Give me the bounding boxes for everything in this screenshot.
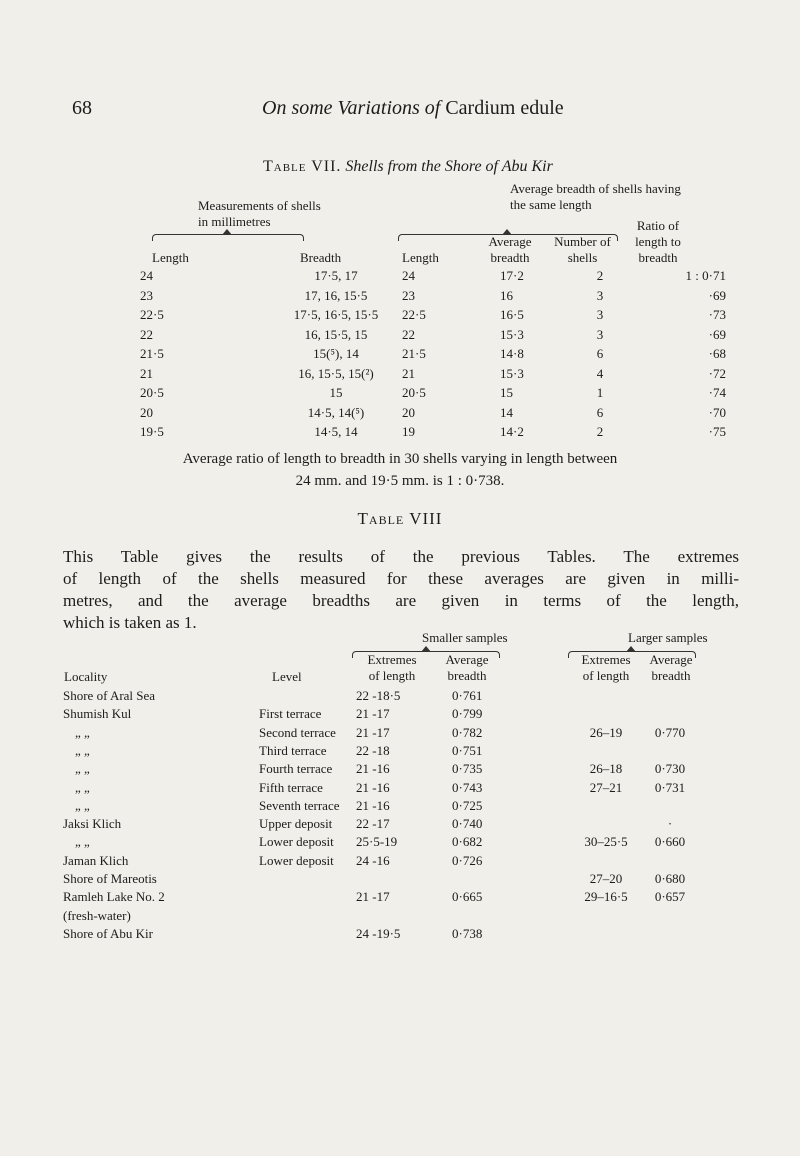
table8-cell-locality: (fresh-water) xyxy=(63,907,131,923)
table7-col-ratio-line3: breadth xyxy=(638,250,678,265)
table8-cell-ext2: 27–21 xyxy=(589,779,623,795)
table8-cell-locality: „ „ xyxy=(75,834,90,850)
table8-cell-locality: Jaksi Klich xyxy=(63,816,122,832)
table7-cell-length2: 23 xyxy=(402,287,415,303)
table7-col-breadth: Breadth xyxy=(300,250,342,265)
table7-cell-num: 2 xyxy=(596,268,604,283)
table7-cell-num: 3 xyxy=(596,326,604,342)
table7-col-length2: Length xyxy=(402,250,439,265)
table8-cell-locality: Shore of Abu Kir xyxy=(63,925,153,941)
table7-col-length: Length xyxy=(152,250,189,265)
table7-col-num-line1: Number of xyxy=(554,234,611,249)
table8-cell-level: Upper deposit xyxy=(259,816,333,832)
table8-cell-locality: „ „ xyxy=(75,779,90,795)
table8-cell-ext: 21 -16 xyxy=(356,797,390,813)
table7-cell-length: 21 xyxy=(140,365,153,381)
table7-cell-avg: 14·2 xyxy=(500,424,524,439)
table7-cell-breadth: 15(⁵), 14 xyxy=(313,346,359,361)
table7-cell-avg: 14·8 xyxy=(500,346,524,361)
table8-cell-level: Second terrace xyxy=(259,724,336,740)
table8-para-line1: This Table gives the results of the previous Tables. The extremes xyxy=(63,547,739,566)
running-title-italic: On some Variations of xyxy=(262,97,441,119)
table7-cell-length2: 21·5 xyxy=(402,346,426,361)
table8-col-avg xyxy=(432,652,502,684)
table8-col-locality: Locality xyxy=(64,669,108,684)
table8-cell-locality: Ramleh Lake No. 2 xyxy=(63,889,165,905)
table8-cell-ext: 22 -17 xyxy=(356,816,390,832)
table7-cell-length2: 22 xyxy=(402,326,415,342)
running-title xyxy=(262,97,564,120)
table7-cell-ratio: ·68 xyxy=(708,346,726,361)
table8-cell-avg: 0·735 xyxy=(452,761,483,777)
table7-cell-num: 6 xyxy=(596,346,604,361)
table7-cell-length2: 19 xyxy=(402,424,415,439)
table8-cell-ext2: 30–25·5 xyxy=(584,834,628,850)
table8-cell-avg: 0·751 xyxy=(452,742,483,758)
table7-col-avg-line2: breadth xyxy=(490,250,530,265)
table8-para-line3: metres, and the average breadths are given in terms of the length, xyxy=(63,591,739,610)
table8-col-avg-line2: breadth xyxy=(447,668,487,683)
table8-cell-avg: 0·738 xyxy=(452,925,483,941)
table8-cell-avg: 0·782 xyxy=(452,724,483,740)
table8-cell-avg2: 0·657 xyxy=(654,889,686,905)
table8-col-avg2-line1: Average xyxy=(649,652,693,667)
table8-cell-avg: 0·682 xyxy=(452,834,483,850)
table8-cell-avg: 0·743 xyxy=(452,779,483,795)
table7-cell-num: 2 xyxy=(596,424,604,439)
table7-cell-length: 22·5 xyxy=(140,307,164,322)
table8-cell-level: Third terrace xyxy=(259,742,327,758)
table7-cell-length2: 20 xyxy=(402,404,415,420)
table7-cell-num: 6 xyxy=(596,404,604,420)
table7-cell-ratio: ·69 xyxy=(708,326,726,342)
table7-caption-title: Shells from the Shore of Abu Kir xyxy=(345,158,553,175)
table7-cell-breadth: 17·5, 16·5, 15·5 xyxy=(293,307,379,322)
table8-cell-ext: 24 -19·5 xyxy=(356,925,401,941)
table8-cell-avg2: 0·660 xyxy=(654,834,686,850)
table8-cell-ext: 21 -17 xyxy=(356,889,390,905)
table8-cell-avg: 0·726 xyxy=(452,852,483,868)
table7-cell-length2: 24 xyxy=(402,268,415,283)
table8-col-ext xyxy=(352,652,432,684)
table7-cell-ratio: 1 : 0·71 xyxy=(685,268,726,283)
table7-cell-length: 19·5 xyxy=(140,424,164,439)
table7-cell-num: 3 xyxy=(596,307,604,322)
table7-cell-breadth: 16, 15·5, 15 xyxy=(304,326,368,342)
table7-cell-num: 4 xyxy=(596,365,604,381)
table8-cell-level: Lower deposit xyxy=(259,834,334,850)
table8-paragraph xyxy=(63,546,739,634)
table8-col-avg-line1: Average xyxy=(445,652,489,667)
table8-cell-level: Seventh terrace xyxy=(259,797,340,813)
table8-cell-locality: „ „ xyxy=(75,742,90,758)
table7-cell-avg: 16 xyxy=(500,287,513,303)
table8-cell-locality: Jaman Klich xyxy=(63,852,129,868)
table7-cell-avg: 17·2 xyxy=(500,268,524,283)
table7-cell-length: 21·5 xyxy=(140,346,164,361)
table7-left-brace xyxy=(152,234,304,241)
table7-col-ratio-line1: Ratio of xyxy=(636,218,680,233)
table7-cell-ratio: ·73 xyxy=(708,307,726,322)
table7-col-avg xyxy=(475,234,545,266)
table7-cell-length: 20·5 xyxy=(140,385,164,400)
table7-cell-num: 3 xyxy=(596,287,604,303)
table8-cell-ext2: 26–18 xyxy=(589,761,623,777)
table7-cell-length2: 22·5 xyxy=(402,307,426,322)
table7-caption-label: Table VII. xyxy=(263,158,342,175)
table7-cell-ratio: ·74 xyxy=(708,385,726,400)
table7-cell-breadth: 14·5, 14 xyxy=(314,424,358,439)
table8-cell-avg: 0·761 xyxy=(452,688,483,703)
table7-cell-avg: 15·3 xyxy=(500,326,524,342)
table8-cell-ext: 21 -16 xyxy=(356,761,390,777)
table8-cell-ext2: 29–16·5 xyxy=(584,889,628,905)
table8-cell-level: Fourth terrace xyxy=(259,761,333,777)
running-title-roman: Cardium edule xyxy=(445,97,564,119)
table7-cell-breadth: 14·5, 14(⁵) xyxy=(307,404,365,420)
table8-col-ext2-line2: of length xyxy=(582,668,630,683)
table8-cell-avg: 0·799 xyxy=(452,706,483,722)
table7-cell-breadth: 15 xyxy=(329,385,343,400)
table7-cell-avg: 16·5 xyxy=(500,307,524,322)
table8-col-ext2-line1: Extremes xyxy=(581,652,631,667)
table7-cell-length: 20 xyxy=(140,404,153,420)
table7-cell-length2: 20·5 xyxy=(402,385,426,400)
table7-cell-avg: 14 xyxy=(500,404,513,420)
table7-cell-length: 22 xyxy=(140,326,153,342)
table8-cell-ext: 21 -16 xyxy=(356,779,390,795)
table7-note xyxy=(100,448,700,492)
table7-cell-breadth: 17, 16, 15·5 xyxy=(304,287,368,303)
table7-cell-avg: 15 xyxy=(500,385,513,400)
table8-col-avg2 xyxy=(636,652,706,684)
table8-cell-locality: Shore of Mareotis xyxy=(63,871,157,886)
table8-cell-locality: „ „ xyxy=(75,761,90,777)
table8-cell-avg: 0·740 xyxy=(452,816,483,832)
table8-cell-avg2: 0·731 xyxy=(654,779,686,795)
table8-cell-level: First terrace xyxy=(259,706,322,722)
table8-cell-ext: 24 -16 xyxy=(356,852,390,868)
table8-caption: Table VIII xyxy=(357,509,443,528)
table8-cell-avg: 0·665 xyxy=(452,889,483,905)
table7-col-ratio xyxy=(618,218,698,266)
table7-cell-breadth: 16, 15·5, 15(²) xyxy=(298,365,374,381)
table8-cell-avg2: · xyxy=(667,816,673,832)
table8-cell-ext: 21 -17 xyxy=(356,724,390,740)
table8-col-level: Level xyxy=(272,669,302,684)
table8-col-ext-line2: of length xyxy=(368,668,416,683)
table8-cell-locality: Shore of Aral Sea xyxy=(63,688,156,703)
table8-cell-avg2: 0·680 xyxy=(654,871,686,886)
table8-para-line2: of length of the shells measured for these averages are given in milli- xyxy=(63,569,739,588)
table8-cell-ext: 22 -18·5 xyxy=(356,688,401,703)
table7-note-line1: Average ratio of length to breadth in 30 shells varying in length between xyxy=(182,451,618,467)
table8-cell-locality: Shumish Kul xyxy=(63,706,132,722)
page-number: 68 xyxy=(72,97,92,119)
table8-cell-locality: „ „ xyxy=(75,724,90,740)
table8-col-ext2 xyxy=(566,652,646,684)
table8-cell-ext: 22 -18 xyxy=(356,742,390,758)
table7-cell-avg: 15·3 xyxy=(500,365,524,381)
table8-cell-ext: 21 -17 xyxy=(356,706,390,722)
table7-col-num-line2: shells xyxy=(567,250,598,265)
table7-cell-num: 1 xyxy=(596,385,604,400)
table7-cell-length: 24 xyxy=(140,268,153,283)
table7-cell-ratio: ·70 xyxy=(708,404,726,420)
table8-cell-level: Lower deposit xyxy=(259,852,334,868)
table7-cell-breadth: 17·5, 17 xyxy=(314,268,358,283)
table8-cell-level: Fifth terrace xyxy=(259,779,323,795)
table8-cell-avg: 0·725 xyxy=(452,797,483,813)
table7-col-ratio-line2: length to xyxy=(635,234,681,249)
table7-cell-ratio: ·72 xyxy=(708,365,726,381)
table7-note-line2: 24 mm. and 19·5 mm. is 1 : 0·738. xyxy=(295,473,505,489)
table7-caption xyxy=(263,158,553,176)
table7-col-num xyxy=(545,234,620,266)
table7-cell-ratio: ·75 xyxy=(708,424,726,439)
table7-cell-length: 23 xyxy=(140,287,153,303)
table7-cell-ratio: ·69 xyxy=(708,287,726,303)
table8-cell-avg2: 0·730 xyxy=(654,761,686,777)
table7-left-brace-cap xyxy=(222,229,232,235)
table8-para-line4: which is taken as 1. xyxy=(63,613,197,632)
table8-cell-ext2: 27–20 xyxy=(589,871,623,886)
table8-col-ext-line1: Extremes xyxy=(367,652,417,667)
table8-cell-ext: 25·5-19 xyxy=(356,834,398,850)
table8-cell-avg2: 0·770 xyxy=(654,724,686,740)
table7-cell-length2: 21 xyxy=(402,365,415,381)
table8-cell-locality: „ „ xyxy=(75,797,90,813)
table7-col-avg-line1: Average xyxy=(488,234,532,249)
table8-cell-ext2: 26–19 xyxy=(589,724,623,740)
table8-col-avg2-line2: breadth xyxy=(651,668,691,683)
